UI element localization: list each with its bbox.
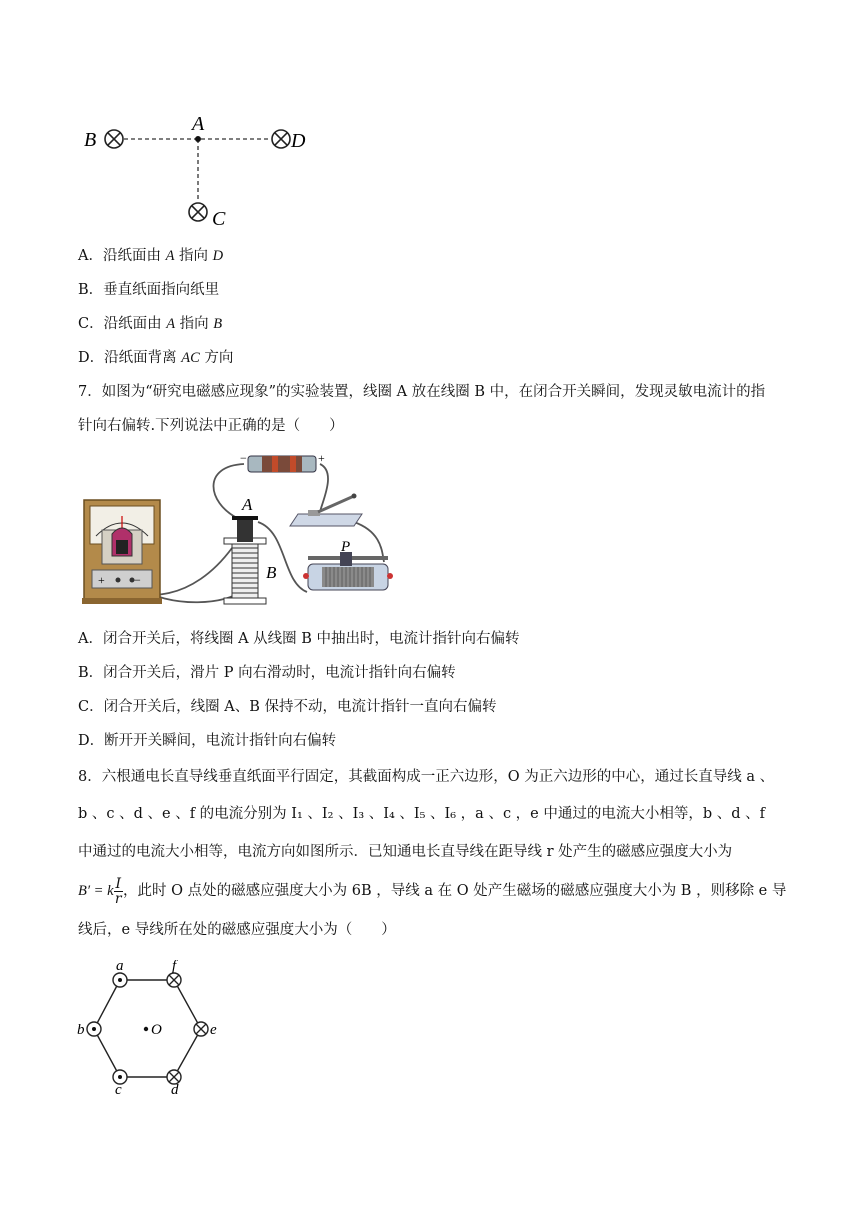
cross-wire-d-icon <box>272 130 290 148</box>
label-b: B <box>84 129 97 151</box>
q8-stem-line4: B′ = k $\frac{I}{r}$ ，此时 O 点处的磁感应强度大小为 6B ，导线 a 在 O 处产生磁场的磁感应强度大小为 B ，则移除 e 导 <box>78 875 787 907</box>
battery-plus-label: + <box>318 452 325 465</box>
figure-q8-hexagon <box>74 960 224 1095</box>
q7-option-c: C．闭合开关后，线圈 A、B 保持不动，电流计指针一直向右偏转 <box>78 699 497 715</box>
dot-wire-b-icon <box>87 1022 101 1036</box>
q8-stem-line5: 线后，e 导线所在处的磁感应强度大小为（ ） <box>78 922 396 938</box>
q8-stem-line2: b 、c 、d 、e 、f 的电流分别为 I₁ 、I₂ 、I₃ 、I₄ 、I₅ 、I₆ ，a 、c ，e 中通过的电流大小相等，b 、d 、f <box>78 806 766 822</box>
label-c8: c <box>115 1082 122 1095</box>
coil-a-label: A <box>242 495 253 514</box>
q8-stem-line1: 8．六根通电长直导线垂直纸面平行固定，其截面构成一正六边形，O 为正六边形的中心，通过长直导线 a 、 <box>78 769 775 785</box>
dot-wire-a-icon <box>113 973 127 987</box>
center-point-o <box>144 1027 148 1031</box>
coil-b <box>224 538 266 604</box>
switch <box>290 494 362 527</box>
battery <box>248 456 316 472</box>
cross-wire-e-icon <box>194 1022 208 1036</box>
q6-option-d: D．沿纸面背离 AC 方向 <box>78 350 234 366</box>
figure-q7-apparatus <box>82 452 402 614</box>
label-d8: d <box>171 1082 179 1095</box>
wire-battery-coil <box>213 464 244 518</box>
label-a8: a <box>116 960 124 974</box>
galvanometer <box>82 500 162 604</box>
coil-b-label: B <box>266 563 277 582</box>
wire-battery-switch <box>320 464 328 512</box>
q7-stem-line1: 7．如图为“研究电磁感应现象”的实验装置，线圈 A 放在线圈 B 中，在闭合开关瞬间，发现灵敏电流计的指 <box>78 384 766 400</box>
q7-option-b: B．闭合开关后，滑片 P 向右滑动时，电流计指针向右偏转 <box>78 665 456 681</box>
cross-wire-c-icon <box>189 203 207 221</box>
meter-plus-label: + <box>98 573 105 587</box>
point-a <box>195 136 201 142</box>
cross-wire-f-icon <box>167 973 181 987</box>
formula-fraction: $\frac{I}{r}$ <box>114 875 122 907</box>
label-f8: f <box>172 960 177 974</box>
formula-lhs: B′ = k <box>78 883 114 899</box>
slider-label: P <box>341 539 351 555</box>
cross-wire-b-icon <box>105 130 123 148</box>
q8-stem-line3: 中通过的电流大小相等，电流方向如图所示．已知通电长直导线在距导线 r 处产生的磁感应强度大小为 <box>78 844 733 860</box>
meter-minus-label: − <box>134 573 141 587</box>
q7-stem-line2: 针向右偏转.下列说法中正确的是（ ） <box>78 418 344 434</box>
label-d: D <box>291 130 306 152</box>
q6-option-c: C．沿纸面由 A 指向 B <box>78 316 223 332</box>
q6-option-b: B．垂直纸面指向纸里 <box>78 282 220 298</box>
battery-minus-label: − <box>240 452 247 465</box>
q7-option-d: D．断开开关瞬间，电流计指针向右偏转 <box>78 733 337 749</box>
q6-option-a: A．沿纸面由 A 指向 D <box>78 248 224 264</box>
label-c: C <box>212 208 226 230</box>
label-a: A <box>192 113 205 135</box>
figure-q6-wire-layout <box>78 108 328 233</box>
label-o: O <box>151 1022 162 1038</box>
rheostat <box>303 552 393 590</box>
label-b8: b <box>77 1022 85 1038</box>
q7-option-a: A．闭合开关后，将线圈 A 从线圈 B 中抽出时，电流计指针向右偏转 <box>78 631 520 647</box>
label-e8: e <box>210 1022 217 1038</box>
